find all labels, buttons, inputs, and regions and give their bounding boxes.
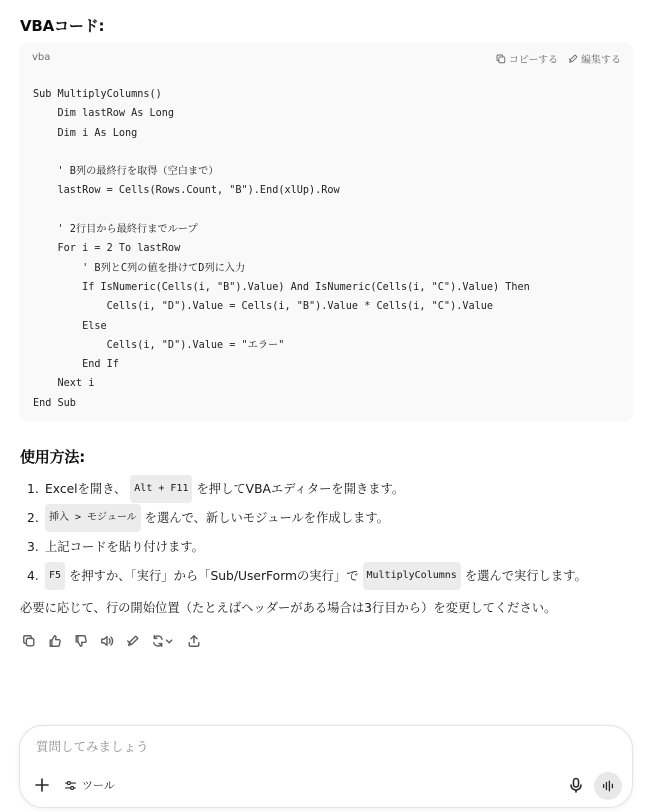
code-line: ' 2行目から最終行までループ <box>33 224 198 236</box>
code-line: If IsNumeric(Cells(i, "B").Value) And IsNumeric(Cells(i, "C").Value) Then <box>33 281 530 293</box>
code-line: End If <box>33 359 119 371</box>
plus-icon <box>34 777 50 793</box>
bad-response-button[interactable] <box>72 632 89 649</box>
code-line <box>33 201 530 220</box>
voice-waveform-icon <box>601 779 615 793</box>
thumbs-down-icon <box>74 634 88 648</box>
copy-icon <box>496 54 506 64</box>
list-item <box>27 532 587 561</box>
list-text: を選んで実行します。 <box>464 568 587 583</box>
regenerate-icon <box>151 634 175 648</box>
list-text: 上記コードを貼り付けます。 <box>45 539 204 554</box>
tools-button[interactable] <box>64 775 115 795</box>
edit-code-button[interactable] <box>568 51 621 66</box>
microphone-icon <box>568 777 584 793</box>
message-actions <box>20 632 202 649</box>
code-language: vba <box>32 52 51 63</box>
message-input[interactable] <box>36 740 596 754</box>
thumbs-up-icon <box>48 634 62 648</box>
settings-sliders-icon <box>64 779 77 792</box>
message-composer <box>19 725 633 808</box>
tools-label: ツール <box>82 779 115 792</box>
code-line: ' B列とC列の値を掛けてD列に入力 <box>33 262 246 274</box>
closing-note: 必要に応じて、行の開始位置（たとえばヘッダーがある場合は3行目から）を変更してください。 <box>20 601 557 615</box>
code-line: Dim i As Long <box>33 127 138 139</box>
list-number: 3. <box>27 539 39 554</box>
code-line: Dim lastRow As Long <box>33 108 175 120</box>
read-aloud-button[interactable] <box>98 632 115 649</box>
edit-response-button[interactable] <box>124 632 141 649</box>
edit-icon <box>568 54 578 64</box>
code-header <box>19 42 633 72</box>
code-line: Next i <box>33 378 95 390</box>
code-line: End Sub <box>33 397 76 409</box>
list-text: を選んで、新しいモジュールを作成します。 <box>144 510 389 525</box>
inline-code: 挿入 > モジュール <box>45 504 141 532</box>
code-block <box>19 42 633 422</box>
regenerate-button[interactable] <box>150 632 176 649</box>
dictate-button[interactable] <box>568 777 584 793</box>
speaker-icon <box>100 634 114 648</box>
copy-code-button[interactable] <box>496 51 558 66</box>
copy-button[interactable] <box>20 632 37 649</box>
list-item <box>27 503 587 532</box>
code-line <box>33 143 530 162</box>
inline-code: MultiplyColumns <box>363 562 461 590</box>
share-icon <box>187 634 201 648</box>
code-line: Cells(i, "D").Value = "エラー" <box>33 339 285 351</box>
copy-icon <box>22 634 36 648</box>
inline-code: F5 <box>45 562 65 590</box>
code-content <box>33 85 530 413</box>
share-button[interactable] <box>185 632 202 649</box>
list-text: Excelを開き、 <box>45 481 127 496</box>
inline-code: Alt + F11 <box>130 475 192 503</box>
usage-list <box>27 474 587 590</box>
code-heading: VBAコード: <box>20 17 105 35</box>
code-line: lastRow = Cells(Rows.Count, "B").End(xlUp).Row <box>33 185 340 197</box>
copy-code-label: コピーする <box>508 55 558 66</box>
code-line: Cells(i, "D").Value = Cells(i, "B").Value * Cells(i, "C").Value <box>33 301 494 313</box>
voice-mode-button[interactable] <box>594 772 622 800</box>
edit-code-label: 編集する <box>581 55 621 66</box>
list-number: 4. <box>27 568 39 583</box>
list-item <box>27 561 587 590</box>
code-line: ' B列の最終行を取得（空白まで） <box>33 166 219 178</box>
list-item <box>27 474 587 503</box>
list-text: を押してVBAエディターを開きます。 <box>196 481 405 496</box>
add-attachment-button[interactable] <box>34 777 50 793</box>
code-line: For i = 2 To lastRow <box>33 243 181 255</box>
good-response-button[interactable] <box>46 632 63 649</box>
code-line: Sub MultiplyColumns() <box>33 89 162 100</box>
list-text: を押すか、「実行」から「Sub/UserFormの実行」で <box>69 568 359 583</box>
code-line: Else <box>33 320 107 332</box>
list-number: 1. <box>27 481 39 496</box>
edit-icon <box>126 634 140 648</box>
usage-heading: 使用方法: <box>20 448 85 466</box>
list-number: 2. <box>27 510 39 525</box>
